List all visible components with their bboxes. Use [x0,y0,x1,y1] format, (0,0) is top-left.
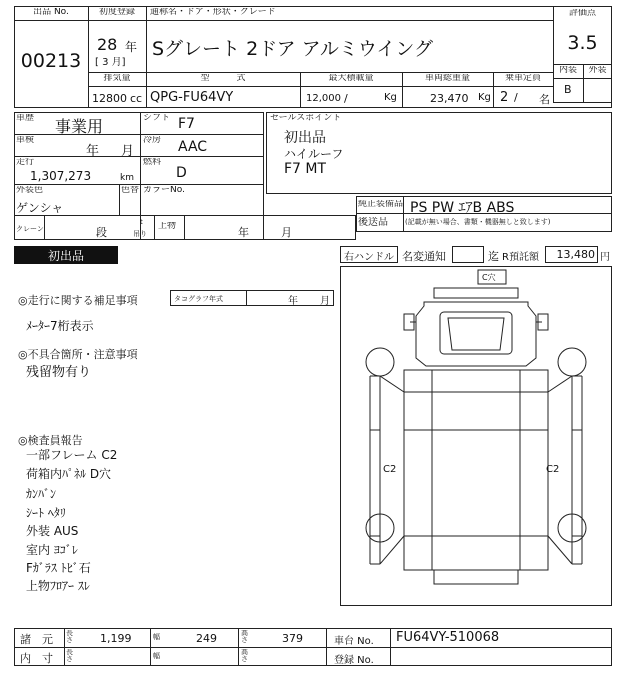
dims-label: 諸 元 [20,633,53,646]
driving-note: ﾒｰﾀｰ7桁表示 [26,319,94,333]
recycle-unit: 円 [600,252,610,263]
tachograph-year: 年 [288,296,298,307]
height-value: 379 [282,632,303,645]
inner-length-label: 長さ [66,649,73,663]
width-value: 249 [196,632,217,645]
length-value: 1,199 [100,632,132,645]
exterior-label: 外装 [588,66,607,75]
color-no-label: カラーNo. [143,186,185,195]
displacement-value: 12800 [92,92,127,105]
equipment-label: 純正装備品 [358,200,404,209]
fuel-value: D [176,165,187,181]
sales-point-1: 初出品 [284,130,326,146]
capacity-sep: / [514,91,518,104]
inspection-year: 年 [86,144,100,159]
inner-width-label: 幅 [153,652,160,660]
max-load-sep: / [344,92,348,105]
mark-right: C2 [546,464,560,475]
ac-value: AAC [178,139,208,155]
inspection-label: 車検 [16,136,35,145]
reg-label: 登録 No. [334,655,374,666]
interior-grade: B [564,83,572,96]
mileage-label: 走行 [16,158,35,167]
crane-ton: t [140,218,143,226]
name-change-until: 迄 [488,250,499,263]
fuel-label: 燃料 [143,158,162,167]
chassis-label: 車台 No. [334,636,374,647]
inner-label: 内 寸 [20,652,53,665]
inspector-line-2: 荷箱内ﾊﾟﾈﾙ D穴 [26,467,112,481]
upper-label: 上物 [158,222,177,231]
mark-top: C穴 [482,273,496,282]
mileage-unit: km [120,173,134,183]
inspector-line-8: 上物ﾌﾛｱｰ ｽﾚ [26,579,90,593]
mileage-value: 1,307,273 [30,169,92,183]
interior-label: 内装 [558,66,577,75]
displacement-label: 排気量 [103,74,131,83]
truck-diagram [340,266,612,606]
defect-label: ◎不具合箇所・注意事項 [18,348,138,361]
color-label: 外装色 [16,186,44,195]
inner-height-label: 高さ [241,649,248,663]
chassis-value: FU64VY-510068 [396,630,500,645]
inspector-line-4: ｼｰﾄ ﾍﾀﾘ [26,506,66,520]
capacity-unit: 名 [539,93,550,106]
max-load-label: 最大積載量 [328,74,374,83]
grade-value: 3.5 [567,32,598,54]
name-change-box [452,246,484,263]
color-code-label: 色替 [121,186,140,195]
capacity-value: 2 [500,90,509,105]
crane-label: クレーン [16,225,44,233]
first-reg-year-unit: 年 [125,40,138,54]
lot-number: 00213 [20,50,82,72]
crane-stage: 段 [96,226,107,239]
upper-month: 月 [281,226,292,239]
history-label: 車歴 [16,114,35,123]
model-code-label: 型 式 [200,74,246,83]
sales-point-2: ハイルーフ [284,147,344,161]
sales-point-3: F7 MT [284,161,327,177]
first-reg-month: [ 3 月] [95,57,126,68]
total-weight-label: 車両総重量 [424,74,470,83]
inspector-line-5: 外装 AUS [26,524,79,538]
driving-label: ◎走行に関する補足事項 [18,294,138,307]
aftermarket-note: (記載が無い場合、書類・機器無しと致します) [405,218,551,226]
equipment-value: PS PW ｴｱB ABS [410,200,515,216]
displacement-unit: cc [130,92,143,105]
mark-left: C2 [383,464,397,475]
history-value: 事業用 [55,117,104,136]
inspector-line-1: 一部フレーム C2 [26,448,118,462]
first-reg-year: 28 [97,35,118,54]
inspector-label: ◎検査員報告 [18,434,83,447]
recycle-value: 13,480 [556,248,595,261]
shift-label: シフト [143,114,171,123]
lot-label: 出品 No. [33,8,69,17]
sales-points-label: セールスポイント [270,114,342,123]
upper-year: 年 [238,226,249,239]
defect-note: 残留物有り [26,365,92,380]
total-weight-value: 23,470 [430,92,469,105]
ac-label: 冷房 [143,136,162,145]
crane-hang: 吊り [133,230,147,238]
model-title: Sグレート 2ドア アルミウイング [152,38,433,60]
total-weight-unit: Kg [478,92,491,103]
model-code-value: QPG-FU64VY [150,90,234,105]
right-hand-label: 右ハンドル [344,252,394,263]
aftermarket-label: 後送品 [358,217,388,228]
height-label: 高さ [241,630,248,644]
max-load-value: 12,000 [306,93,341,104]
inspection-month: 月 [121,144,135,159]
inspector-line-6: 室内 ﾖｺﾞﾚ [26,543,78,557]
tachograph-month: 月 [320,296,330,307]
first-listing-text: 初出品 [47,249,84,263]
width-label: 幅 [153,633,160,641]
model-title-label: 通称名・ドア・形状・グレード [150,8,276,17]
grade-label: 評価点 [568,9,596,18]
length-label: 長さ [66,630,73,644]
tachograph-label: タコグラフ年式 [174,295,223,303]
shift-value: F7 [178,116,195,132]
inspector-line-7: Fｶﾞﾗｽ ﾄﾋﾞ石 [26,561,91,575]
first-reg-label: 初度登録 [98,8,135,17]
inspector-line-3: ｶﾝﾊﾞﾝ [26,487,57,501]
name-change-label: 名変通知 [402,250,446,263]
capacity-label: 乗車定員 [504,74,541,83]
recycle-label: R預託額 [502,252,539,263]
max-load-unit: Kg [384,92,397,103]
color-value: ゲンシャ [16,201,64,215]
